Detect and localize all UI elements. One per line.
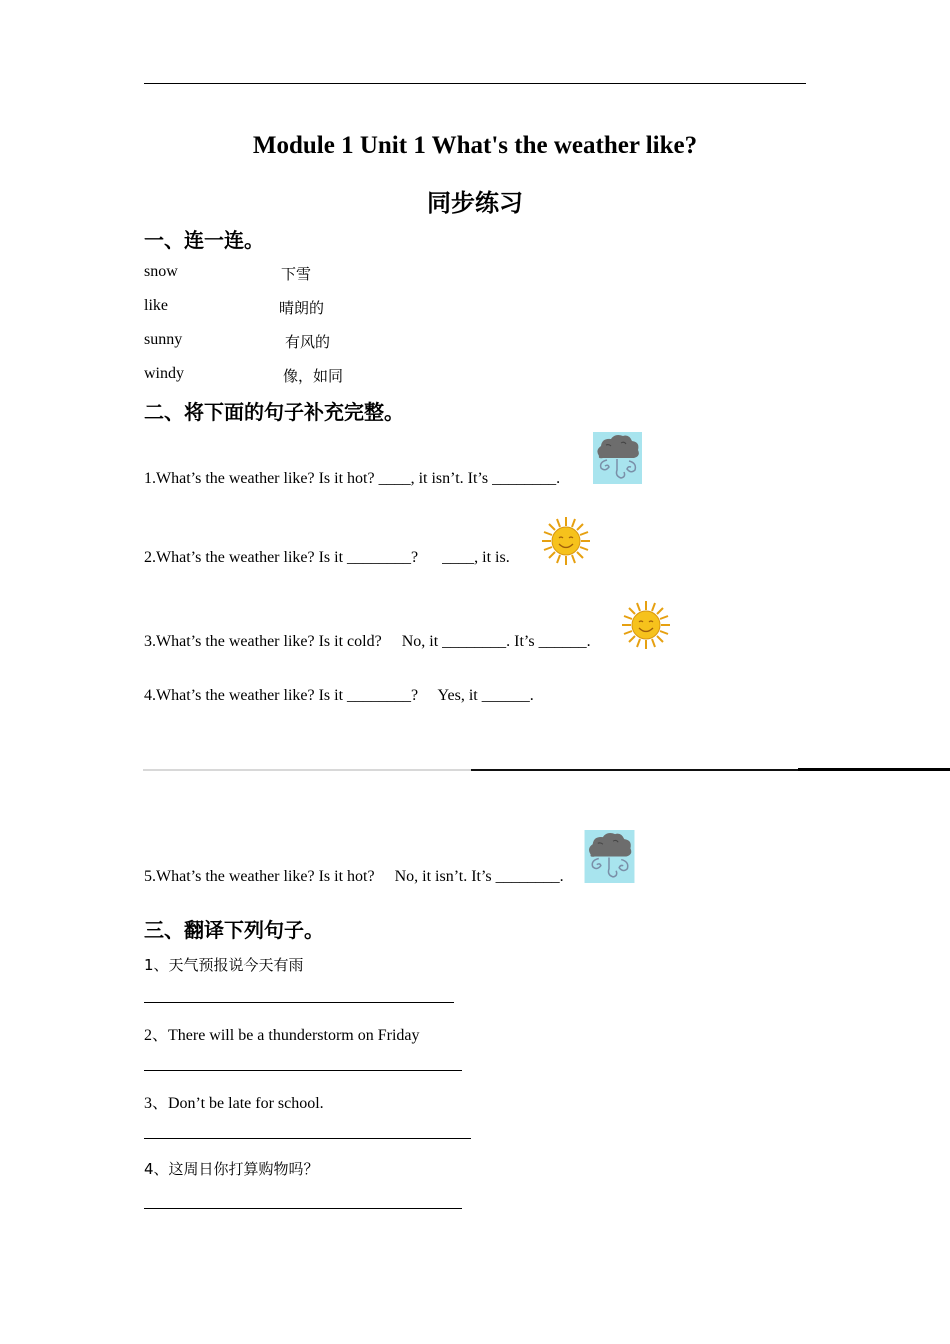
- match-meaning: 像，如同: [283, 367, 344, 385]
- match-meaning: 晴朗的: [279, 299, 325, 317]
- sun-icon: [541, 516, 591, 566]
- match-word: snow: [144, 263, 178, 280]
- sun-icon: [621, 600, 671, 650]
- page-break-divider: [798, 768, 950, 771]
- page-break-divider: [471, 769, 798, 771]
- section3-heading: 三、翻译下列句子。: [144, 918, 324, 942]
- answer-line[interactable]: [144, 1138, 471, 1139]
- windy-cloud-icon: [593, 432, 642, 484]
- answer-line[interactable]: [144, 1002, 454, 1003]
- exercise-sentence: 2.What’s the weather like? Is it ________? ____, it is.: [144, 549, 510, 566]
- exercise-sentence: 4.What’s the weather like? Is it ________? Yes, it ______.: [144, 687, 534, 704]
- page-break-divider: [143, 769, 471, 771]
- translation-prompt: 1、天气预报说今天有雨: [144, 956, 304, 974]
- match-word: like: [144, 297, 168, 314]
- page-subtitle: 同步练习: [427, 189, 523, 217]
- exercise-sentence: 5.What’s the weather like? Is it hot? No, it isn’t. It’s ________.: [144, 868, 564, 885]
- section2-heading: 二、将下面的句子补充完整。: [144, 400, 404, 424]
- match-meaning: 下雪: [281, 265, 312, 283]
- answer-line[interactable]: [144, 1208, 462, 1209]
- exercise-sentence: 3.What’s the weather like? Is it cold? No, it ________. It’s ______.: [144, 633, 591, 650]
- translation-prompt: 3、Don’t be late for school.: [144, 1095, 324, 1112]
- exercise-sentence: 1.What’s the weather like? Is it hot? ____, it isn’t. It’s ________.: [144, 470, 561, 487]
- windy-cloud-icon: [584, 830, 635, 883]
- page-title: Module 1 Unit 1 What's the weather like?: [252, 132, 698, 159]
- section1-heading: 一、连一连。: [144, 228, 264, 252]
- match-meaning: 有风的: [285, 333, 331, 351]
- match-word: windy: [144, 365, 184, 382]
- header-rule: [144, 83, 806, 84]
- translation-prompt: 2、There will be a thunderstorm on Friday: [144, 1027, 420, 1044]
- match-word: sunny: [144, 331, 183, 348]
- answer-line[interactable]: [144, 1070, 462, 1071]
- translation-prompt: 4、这周日你打算购物吗？: [144, 1160, 319, 1178]
